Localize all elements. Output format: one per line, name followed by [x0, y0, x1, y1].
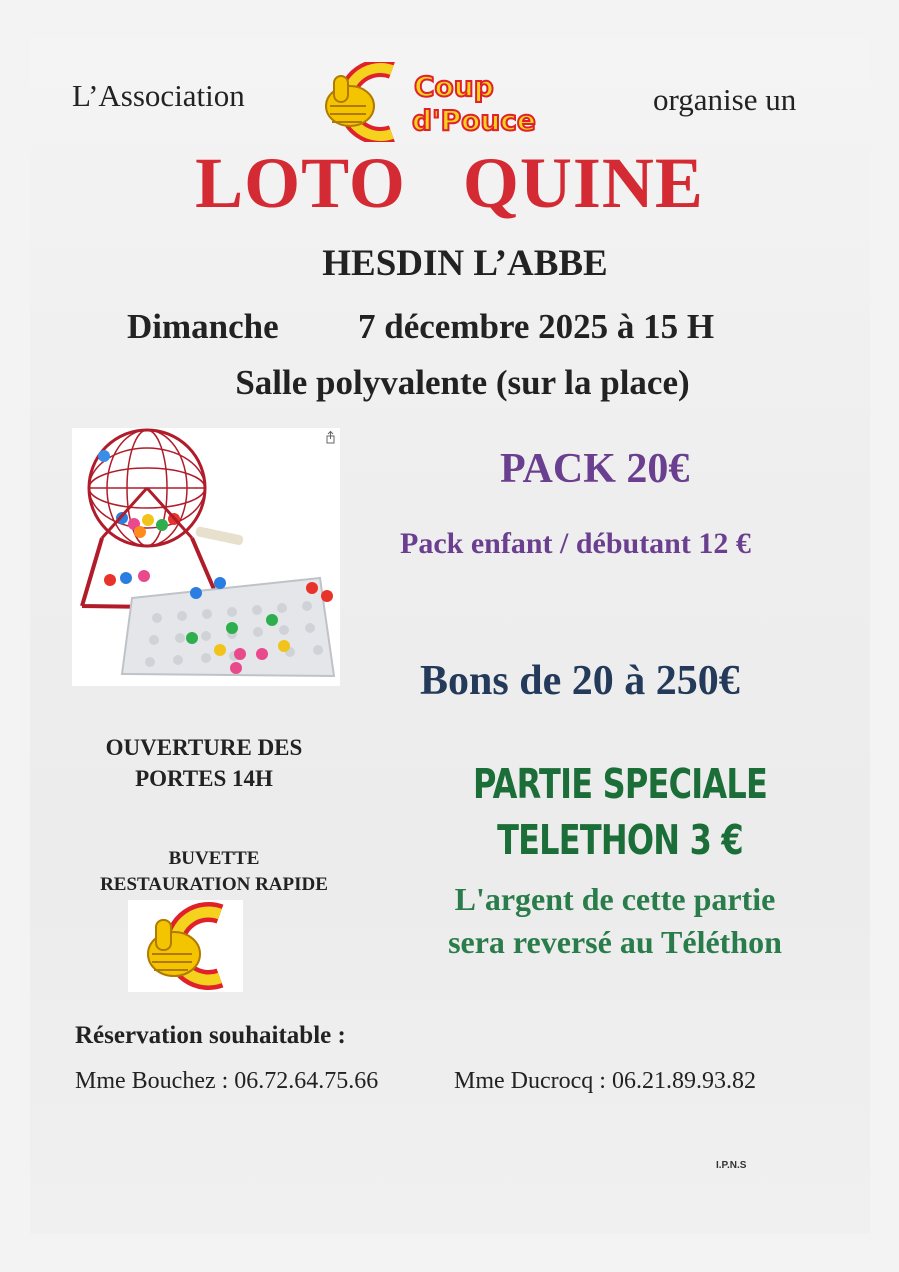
buvette-line1: BUVETTE: [168, 848, 260, 869]
bingo-cage-photo: [72, 428, 340, 686]
association-label: L’Association: [72, 78, 245, 113]
event-location: HESDIN L’ABBE: [322, 243, 608, 284]
buvette-line2: RESTAURATION RAPIDE: [100, 874, 328, 895]
event-day: Dimanche: [127, 307, 279, 346]
special-game-line1: PARTIE SPECIALE: [472, 760, 768, 808]
coup-dpouce-logo: [322, 62, 567, 142]
special-note-line2: sera reversé au Téléthon: [448, 924, 782, 960]
contact-bouchez: Mme Bouchez : 06.72.64.75.66: [75, 1068, 379, 1094]
special-game-note: [410, 878, 820, 964]
reservation-label: Réservation souhaitable :: [75, 1022, 346, 1049]
special-game-title: [464, 756, 776, 868]
small-logo-icon: [128, 900, 243, 992]
event-date: 7 décembre 2025 à 15 H: [358, 307, 715, 346]
contact-ducrocq: Mme Ducrocq : 06.21.89.93.82: [454, 1068, 756, 1094]
organise-label: organise un: [653, 82, 797, 117]
logo-text-bottom: d'Pouce: [412, 104, 536, 137]
buvette-info: [70, 846, 358, 898]
logo-text-top: Coup: [414, 70, 494, 103]
ipns-mention: I.P.N.S: [716, 1160, 747, 1171]
special-game-line2: TELETHON 3 €: [497, 816, 743, 864]
doors-opening: OUVERTURE DES PORTES 14H: [105, 735, 303, 791]
event-title: LOTO QUINE: [195, 143, 704, 223]
event-venue: Salle polyvalente (sur la place): [235, 363, 690, 402]
special-note-line1: L'argent de cette partie: [454, 881, 776, 917]
prize-vouchers: Bons de 20 à 250€: [420, 658, 740, 704]
pack-price: PACK 20€: [500, 446, 690, 492]
pack-child-price: Pack enfant / débutant 12 €: [400, 527, 751, 560]
